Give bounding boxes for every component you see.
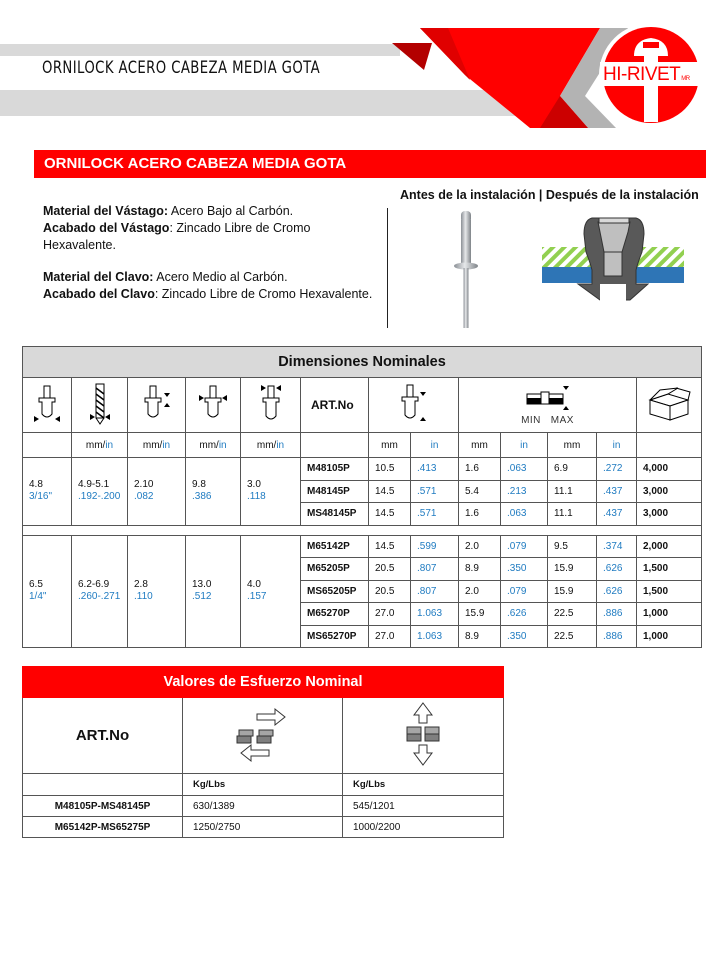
box-qty: 1,500	[637, 580, 702, 603]
spec-mandrel: Material del Clavo: Acero Medio al Carbón. Acabado del Clavo: Zincado Libre de Cromo Hexavalente.	[43, 270, 373, 301]
art-no: MS65205P	[301, 580, 369, 603]
tensile-strength-icon	[343, 698, 504, 774]
rivet-before-installation-image	[448, 208, 488, 330]
table-row	[23, 817, 504, 838]
grip-max-in: .272	[597, 458, 637, 481]
grip-min-mm: 15.9	[459, 603, 501, 626]
box-quantity-icon	[637, 378, 702, 433]
drill-cell: 6.2-6.9 .260-.271	[72, 535, 128, 648]
product-title: ORNILOCK ACERO CABEZA MEDIA GOTA	[34, 150, 706, 178]
unit-mm: mm	[548, 433, 597, 458]
unit-cell-empty	[301, 433, 369, 458]
grip-min-mm: 1.6	[459, 503, 501, 526]
table-row	[23, 458, 702, 481]
rivet-after-installation-image	[540, 212, 686, 320]
unit-in: in	[501, 433, 548, 458]
grip-min-mm: 2.0	[459, 535, 501, 558]
spec-block	[43, 203, 373, 318]
unit-mm-in: mm/in	[186, 433, 241, 458]
grip-max-mm: 6.9	[548, 458, 597, 481]
head-diameter-cell: 9.8 .386	[186, 458, 241, 526]
length-in: 1.063	[411, 603, 459, 626]
grip-max-mm: 15.9	[548, 558, 597, 581]
length-mm: 27.0	[369, 603, 411, 626]
grip-range-icon	[459, 378, 637, 433]
grip-min-mm: 5.4	[459, 480, 501, 503]
length-in: .599	[411, 535, 459, 558]
table-row	[23, 535, 702, 558]
length-mm: 10.5	[369, 458, 411, 481]
stress-art-no-header: ART.No	[23, 698, 183, 774]
tensile-unit: Kg/Lbs	[343, 774, 504, 796]
unit-in: in	[411, 433, 459, 458]
dimensions-table	[22, 346, 702, 648]
stress-title: Valores de Esfuerzo Nominal	[23, 667, 504, 698]
grip-min-mm: 2.0	[459, 580, 501, 603]
unit-cell-empty	[23, 774, 183, 796]
unit-mm: mm	[459, 433, 501, 458]
grip-max-in: .886	[597, 603, 637, 626]
unit-in: in	[597, 433, 637, 458]
art-no: M65142P	[301, 535, 369, 558]
diameter-cell: 4.8 3/16"	[23, 458, 72, 526]
grip-max-mm: 11.1	[548, 503, 597, 526]
grip-max-in: .374	[597, 535, 637, 558]
art-no-header: ART.No	[301, 378, 369, 433]
table-row	[23, 796, 504, 817]
group-spacer	[23, 525, 702, 535]
drill-cell: 4.9-5.1 .192-.200	[72, 458, 128, 526]
grip-max-mm: 22.5	[548, 603, 597, 626]
art-no: M65270P	[301, 603, 369, 626]
grip-min-in: .350	[501, 558, 548, 581]
box-qty: 1,000	[637, 603, 702, 626]
unit-mm: mm	[369, 433, 411, 458]
unit-mm-in: mm/in	[128, 433, 186, 458]
box-qty: 3,000	[637, 480, 702, 503]
grip-min-in: .079	[501, 535, 548, 558]
grip-min-in: .079	[501, 580, 548, 603]
length-in: .413	[411, 458, 459, 481]
shear-strength-icon	[183, 698, 343, 774]
length-mm: 14.5	[369, 503, 411, 526]
dimensions-title: Dimensiones Nominales	[23, 347, 702, 378]
art-no-range: M65142P-MS65275P	[23, 817, 183, 838]
rivet-length-icon	[369, 378, 459, 433]
grip-max-mm: 11.1	[548, 480, 597, 503]
unit-mm-in: mm/in	[72, 433, 128, 458]
grip-min-in: .063	[501, 503, 548, 526]
grip-max-in: .437	[597, 503, 637, 526]
grip-max-mm: 9.5	[548, 535, 597, 558]
length-in: .807	[411, 558, 459, 581]
box-qty: 2,000	[637, 535, 702, 558]
art-no: MS48145P	[301, 503, 369, 526]
grip-max-in: .626	[597, 580, 637, 603]
grip-min-max-label: MIN MAX	[521, 415, 574, 426]
length-in: .571	[411, 503, 459, 526]
shear-value: 1250/2750	[183, 817, 343, 838]
grip-max-in: .626	[597, 558, 637, 581]
box-qty: 1,000	[637, 625, 702, 648]
banner-title: ORNILOCK ACERO CABEZA MEDIA GOTA	[42, 58, 321, 78]
stress-table	[22, 666, 504, 838]
length-mm: 20.5	[369, 558, 411, 581]
art-no-range: M48105P-MS48145P	[23, 796, 183, 817]
body-diameter-icon	[23, 378, 72, 433]
logo-text: HI-RIVETMR	[603, 64, 690, 85]
mandrel-cell: 3.0 .118	[241, 458, 301, 526]
box-qty: 3,000	[637, 503, 702, 526]
grip-min-mm: 8.9	[459, 625, 501, 648]
head-height-icon	[128, 378, 186, 433]
mandrel-diameter-icon	[241, 378, 301, 433]
art-no: M48105P	[301, 458, 369, 481]
art-no: M65205P	[301, 558, 369, 581]
mandrel-cell: 4.0 .157	[241, 535, 301, 648]
box-qty: 1,500	[637, 558, 702, 581]
tensile-value: 545/1201	[343, 796, 504, 817]
length-mm: 14.5	[369, 480, 411, 503]
grip-max-mm: 15.9	[548, 580, 597, 603]
grip-max-in: .886	[597, 625, 637, 648]
length-in: .571	[411, 480, 459, 503]
tensile-value: 1000/2200	[343, 817, 504, 838]
head-height-cell: 2.8 .110	[128, 535, 186, 648]
length-in: .807	[411, 580, 459, 603]
install-caption: Antes de la instalación | Después de la instalación	[400, 188, 699, 202]
length-mm: 14.5	[369, 535, 411, 558]
unit-cell-empty	[23, 433, 72, 458]
shear-value: 630/1389	[183, 796, 343, 817]
grip-min-in: .626	[501, 603, 548, 626]
diameter-cell: 6.5 1/4"	[23, 535, 72, 648]
grip-min-mm: 8.9	[459, 558, 501, 581]
grip-min-in: .063	[501, 458, 548, 481]
length-mm: 27.0	[369, 625, 411, 648]
drill-size-icon	[72, 378, 128, 433]
spec-shank: Material del Vástago: Acero Bajo al Carbón. Acabado del Vástago: Zincado Libre de Cromo Hexavalente.	[43, 204, 311, 252]
logo-mark: MR	[681, 76, 690, 82]
head-height-cell: 2.10 .082	[128, 458, 186, 526]
head-diameter-icon	[186, 378, 241, 433]
shear-unit: Kg/Lbs	[183, 774, 343, 796]
grip-max-mm: 22.5	[548, 625, 597, 648]
grip-min-in: .213	[501, 480, 548, 503]
art-no: M48145P	[301, 480, 369, 503]
unit-cell-empty	[637, 433, 702, 458]
unit-mm-in: mm/in	[241, 433, 301, 458]
length-mm: 20.5	[369, 580, 411, 603]
hi-rivet-logo	[598, 22, 704, 128]
art-no: MS65270P	[301, 625, 369, 648]
grip-min-mm: 1.6	[459, 458, 501, 481]
header-banner	[0, 0, 720, 140]
grip-max-in: .437	[597, 480, 637, 503]
grip-min-in: .350	[501, 625, 548, 648]
length-in: 1.063	[411, 625, 459, 648]
head-diameter-cell: 13.0 .512	[186, 535, 241, 648]
vertical-divider	[387, 208, 388, 328]
box-qty: 4,000	[637, 458, 702, 481]
